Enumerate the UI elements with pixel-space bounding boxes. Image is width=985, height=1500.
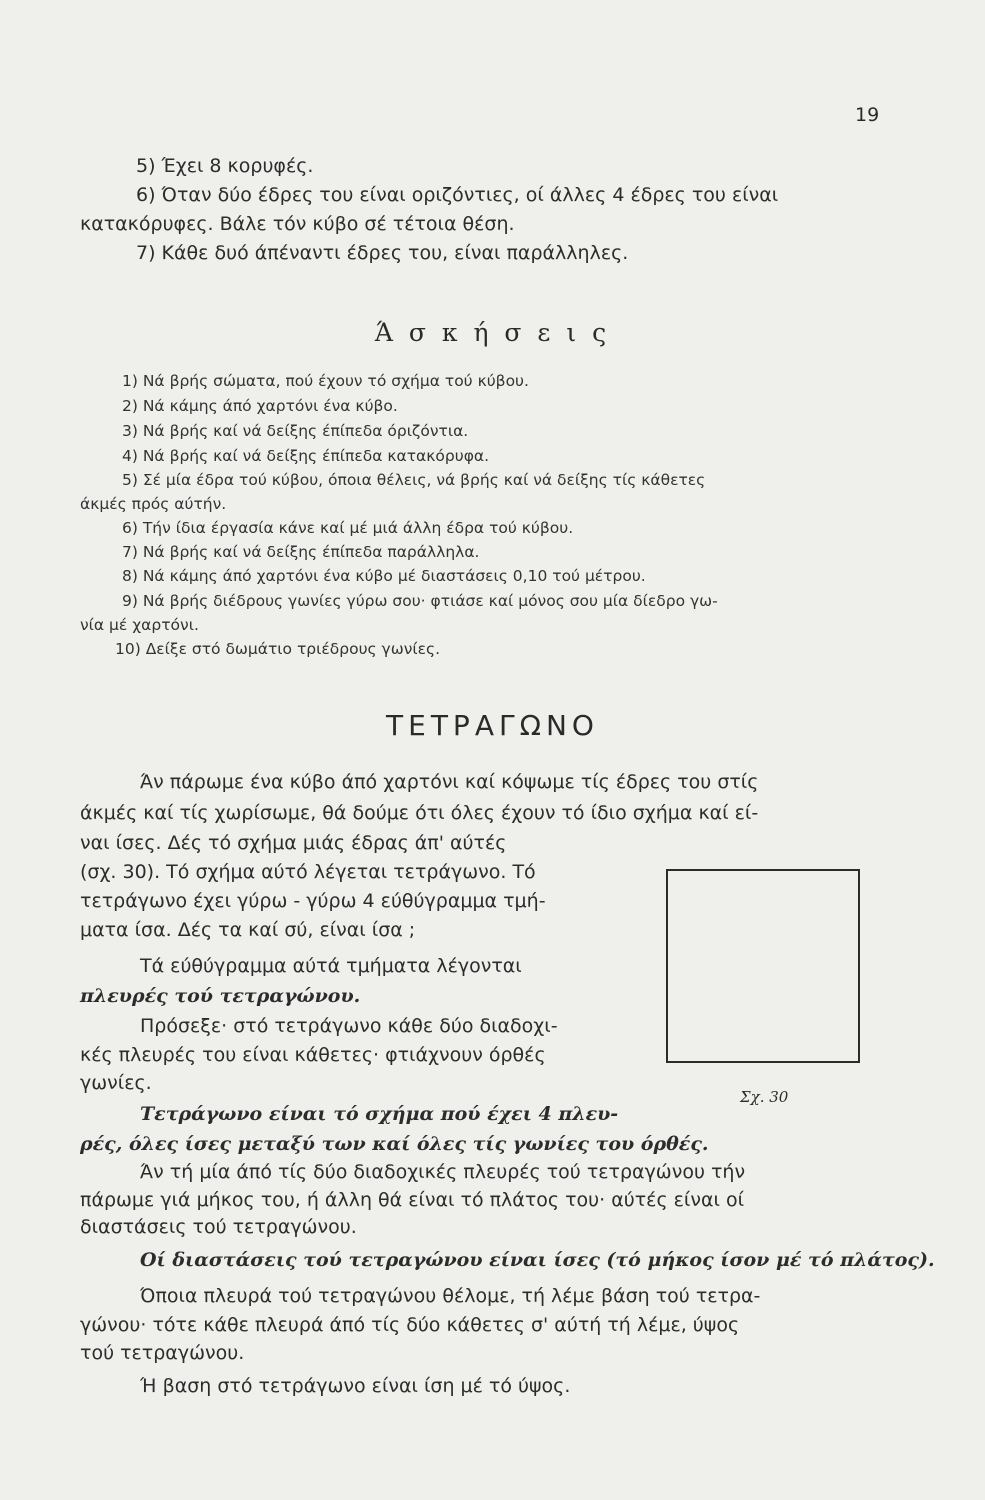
exercise-item: νία μέ χαρτόνι. bbox=[80, 616, 199, 634]
exercise-item: 8) Νά κάμης άπό χαρτόνι ένα κύβο μέ διαστάσεις 0,10 τού μέτρου. bbox=[122, 567, 646, 585]
body-line: Τά εύθύγραμμα αύτά τμήματα λέγονται bbox=[140, 955, 522, 977]
definition-line: Τετράγωνο είναι τό σχήμα πού έχει 4 πλευ- bbox=[140, 1103, 619, 1125]
cube-property-line: 5) Έχει 8 κορυφές. bbox=[136, 155, 314, 177]
page-number: 19 bbox=[855, 104, 880, 126]
exercises-heading: Ά σ κ ή σ ε ι ς bbox=[374, 318, 611, 347]
definition-line: ρές, όλες ίσες μεταξύ των καί όλες τίς γωνίες του όρθές. bbox=[80, 1133, 709, 1155]
body-line: διαστάσεις τού τετραγώνου. bbox=[80, 1216, 357, 1238]
definition-line: Οί διαστάσεις τού τετραγώνου είναι ίσες (τό μήκος ίσον μέ τό πλάτος). bbox=[140, 1249, 935, 1271]
figure-caption: Σχ. 30 bbox=[740, 1088, 789, 1106]
body-line: Ή βαση στό τετράγωνο είναι ίση μέ τό ύψος. bbox=[140, 1375, 571, 1397]
body-line-emphasis: πλευρές τού τετραγώνου. bbox=[80, 985, 361, 1007]
body-line: τού τετραγώνου. bbox=[80, 1342, 245, 1364]
exercise-item: 5) Σέ μία έδρα τού κύβου, όποια θέλεις, νά βρής καί νά δείξης τίς κάθετες bbox=[122, 471, 706, 489]
exercise-item: 10) Δείξε στό δωμάτιο τριέδρους γωνίες. bbox=[115, 640, 441, 658]
body-line: Άν πάρωμε ένα κύβο άπό χαρτόνι καί κόψωμε τίς έδρες του στίς bbox=[140, 771, 759, 793]
exercise-item: άκμές πρός αύτήν. bbox=[80, 495, 227, 513]
exercise-item: 1) Νά βρής σώματα, πού έχουν τό σχήμα τού κύβου. bbox=[122, 372, 529, 390]
body-line: άκμές καί τίς χωρίσωμε, θά δούμε ότι όλες έχουν τό ίδιο σχήμα καί εί- bbox=[80, 802, 759, 824]
exercise-item: 2) Νά κάμης άπό χαρτόνι ένα κύβο. bbox=[122, 397, 398, 415]
body-line: Άν τή μία άπό τίς δύο διαδοχικές πλευρές τού τετραγώνου τήν bbox=[140, 1161, 746, 1183]
body-line: Πρόσεξε· στό τετράγωνο κάθε δύο διαδοχι- bbox=[140, 1015, 558, 1037]
exercise-item: 3) Νά βρής καί νά δείξης έπίπεδα όριζόντια. bbox=[122, 422, 469, 440]
body-line: γωνίες. bbox=[80, 1072, 152, 1094]
body-line: Όποια πλευρά τού τετραγώνου θέλομε, τή λέμε βάση τού τετρα- bbox=[140, 1285, 761, 1307]
body-line: ναι ίσες. Δές τό σχήμα μιάς έδρας άπ' αύτές bbox=[80, 832, 507, 854]
exercise-item: 7) Νά βρής καί νά δείξης έπίπεδα παράλληλα. bbox=[122, 543, 480, 561]
body-line: (σχ. 30). Τό σχήμα αύτό λέγεται τετράγωνο. Τό bbox=[80, 861, 536, 883]
cube-property-line: 7) Κάθε δυό άπέναντι έδρες του, είναι παράλληλες. bbox=[136, 242, 629, 264]
body-line: τετράγωνο έχει γύρω - γύρω 4 εύθύγραμμα τμή- bbox=[80, 890, 546, 912]
square-figure bbox=[666, 869, 860, 1063]
cube-property-line: 6) Όταν δύο έδρες του είναι οριζόντιες, οί άλλες 4 έδρες του είναι bbox=[136, 184, 779, 206]
body-line: ματα ίσα. Δές τα καί σύ, είναι ίσα ; bbox=[80, 919, 416, 941]
body-line: πάρωμε γιά μήκος του, ή άλλη θά είναι τό πλάτος του· αύτές είναι οί bbox=[80, 1189, 744, 1211]
exercise-item: 6) Τήν ίδια έργασία κάνε καί μέ μιά άλλη έδρα τού κύβου. bbox=[122, 519, 574, 537]
body-line: γώνου· τότε κάθε πλευρά άπό τίς δύο κάθετες σ' αύτή τή λέμε, ύψος bbox=[80, 1314, 740, 1336]
cube-property-line: κατακόρυφες. Βάλε τόν κύβο σέ τέτοια θέση. bbox=[80, 213, 515, 235]
body-line: κές πλευρές του είναι κάθετες· φτιάχνουν όρθές bbox=[80, 1044, 546, 1066]
section-title: ΤΕΤΡΑΓΩΝΟ bbox=[386, 709, 599, 742]
exercise-item: 9) Νά βρής διέδρους γωνίες γύρω σου· φτιάσε καί μόνος σου μία δίεδρο γω- bbox=[122, 592, 718, 610]
exercise-item: 4) Νά βρής καί νά δείξης έπίπεδα κατακόρυφα. bbox=[122, 447, 490, 465]
